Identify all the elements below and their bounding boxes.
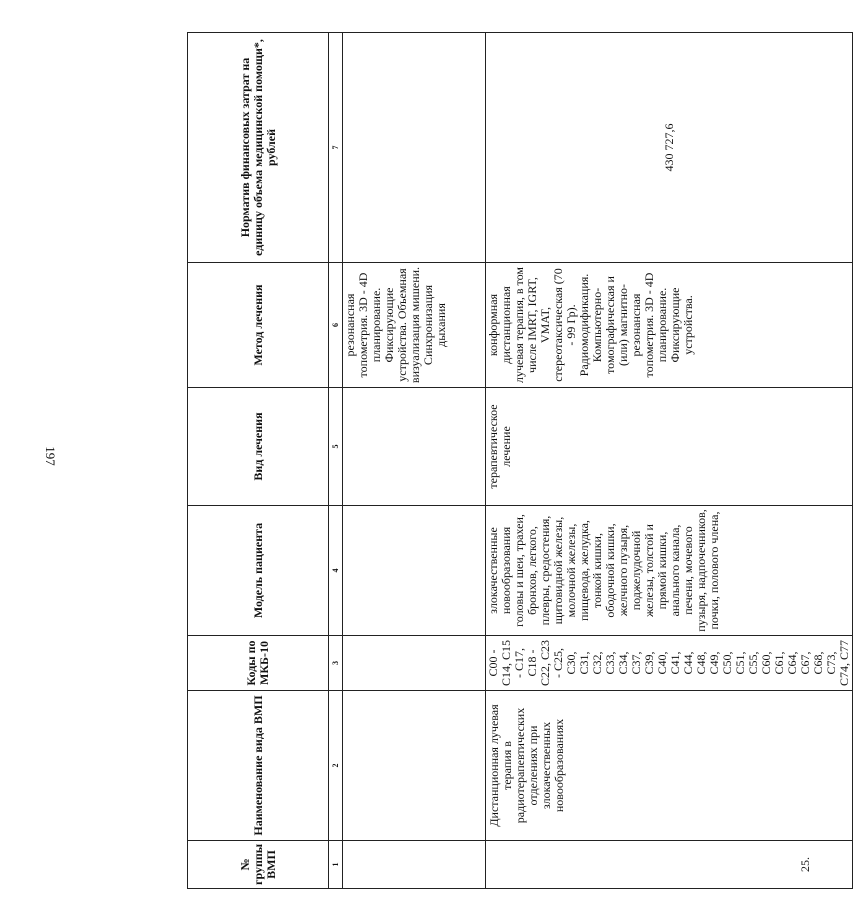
header-cost-standard: Норматив финансовых затрат на единицу объема медицинской помощи*, рублей bbox=[188, 33, 329, 263]
empty-cell bbox=[343, 388, 486, 506]
vmp-name: Дистанционная лучевая терапия в радиотерапевтических отделениях при злокачественных новообразованиях bbox=[486, 691, 853, 841]
empty-cell bbox=[343, 33, 486, 263]
column-number: 2 bbox=[329, 691, 343, 841]
header-group-number: № группы ВМП bbox=[188, 841, 329, 889]
icd-codes: C00 - C14, C15 - C17, C18 - C22, C23 - C25, C30, C31, C32, C33, C34, C37, C39, C40, C41, C44, C48, C49, C50, C51, C55, C60, C61, C64, C67, C68, C73, C74, C77 bbox=[486, 636, 853, 691]
vmp-table bbox=[187, 32, 853, 889]
empty-cell bbox=[343, 841, 486, 889]
header-treatment-type: Вид лечения bbox=[188, 388, 329, 506]
column-number: 6 bbox=[329, 263, 343, 388]
table-row bbox=[486, 33, 853, 889]
empty-cell bbox=[343, 506, 486, 636]
column-number-row bbox=[329, 33, 343, 889]
treatment-method-continued: резонансная топометрия. 3D - 4D планирование. Фиксирующие устройства. Объемная визуализация мишени. Синхронизация дыхания bbox=[343, 263, 486, 388]
column-number: 1 bbox=[329, 841, 343, 889]
empty-cell bbox=[343, 636, 486, 691]
header-treatment-method: Метод лечения bbox=[188, 263, 329, 388]
header-icd-codes: Коды по МКБ-10 bbox=[188, 636, 329, 691]
column-number: 7 bbox=[329, 33, 343, 263]
rotated-table-container bbox=[187, 33, 851, 889]
page-number: 197 bbox=[43, 446, 58, 466]
column-number: 5 bbox=[329, 388, 343, 506]
continuation-row bbox=[343, 33, 486, 889]
empty-cell bbox=[343, 691, 486, 841]
header-row bbox=[188, 33, 329, 889]
column-number: 3 bbox=[329, 636, 343, 691]
treatment-method: конформная дистанционная лучевая терапия, в том числе IMRT, IGRT, VMAT, стереотаксическая (70 - 99 Гр). Радиомодификация. Компьютерно-томографическая и (или) магнитно-резонансная топометрия. 3D - 4D планирование. Фиксирующие устройства. bbox=[486, 263, 853, 388]
header-vmp-name: Наименование вида ВМП bbox=[188, 691, 329, 841]
column-number: 4 bbox=[329, 506, 343, 636]
header-patient-model: Модель пациента bbox=[188, 506, 329, 636]
treatment-type: терапевтическое лечение bbox=[486, 388, 853, 506]
cost-standard: 430 727,6 bbox=[486, 33, 853, 263]
patient-model: злокачественные новообразования головы и шеи, трахеи, бронхов, легкого, плевры, средостения, щитовидной железы, молочной железы, пищевода, желудка, тонкой кишки, ободочной кишки, желчного пузыря, поджелудочной железы, толстой и прямой кишки, анального канала, печени, мочевого пузыря, надпочечников, почки, полового члена, bbox=[486, 506, 853, 636]
group-number: 25. bbox=[486, 841, 853, 889]
